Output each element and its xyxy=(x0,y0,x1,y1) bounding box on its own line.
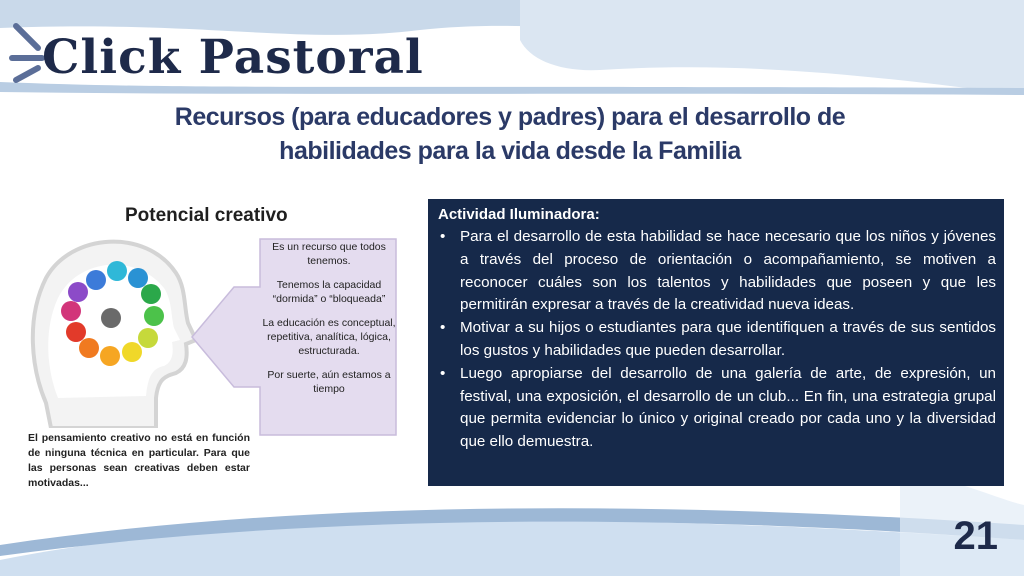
activity-item: • Motivar a su hijos o estudiantes para que identifiquen a través de sus sentidos los gustos y habilidades que pueden desarrollar. xyxy=(438,317,996,363)
page-title xyxy=(110,100,910,168)
section-title: Potencial creativo xyxy=(125,205,288,226)
callout-line-1: Es un recurso que todos tenemos. xyxy=(272,241,386,267)
title-line-2: habilidades para la vida desde la Familia xyxy=(279,137,741,165)
callout-text xyxy=(262,240,396,406)
callout-line-2: Tenemos la capacidad “dormida” o “bloqueada” xyxy=(272,279,386,305)
creative-head-illustration xyxy=(26,228,196,428)
callout-line-3: La educación es conceptual, repetitiva, analítica, lógica, estructurada. xyxy=(262,317,396,357)
activity-box xyxy=(428,199,1004,486)
activity-item: • Para el desarrollo de esta habilidad se hace necesario que los niños y jóvenes a través del proceso de orientación o acompañamiento, se motiven a reconocer cuáles son los talentos y habilidades que poseen y que les permitirán expresar a través de la creatividad nueva ideas. xyxy=(438,226,996,317)
page-number: 21 xyxy=(953,514,998,558)
callout-line-4: Por suerte, aún estamos a tiempo xyxy=(267,369,391,395)
activity-list xyxy=(438,226,996,454)
activity-item: • Luego apropiarse del desarrollo de una galería de arte, de expresión, un festival, una exposición, el desarrollo de un club... En fin, una estrategia grupal que permita evidenciar lo único y original creado por cada uno y la diversidad que ello demuestra. xyxy=(438,363,996,454)
title-line-1: Recursos (para educadores y padres) para el desarrollo de xyxy=(174,103,846,131)
activity-heading: Actividad Iluminadora: xyxy=(438,206,600,223)
creative-thinking-note: El pensamiento creativo no está en función de ninguna técnica en particular. Para que las personas sean creativas deben estar motivadas... xyxy=(28,432,250,489)
brand-logo-text: Click Pastoral xyxy=(42,30,424,85)
